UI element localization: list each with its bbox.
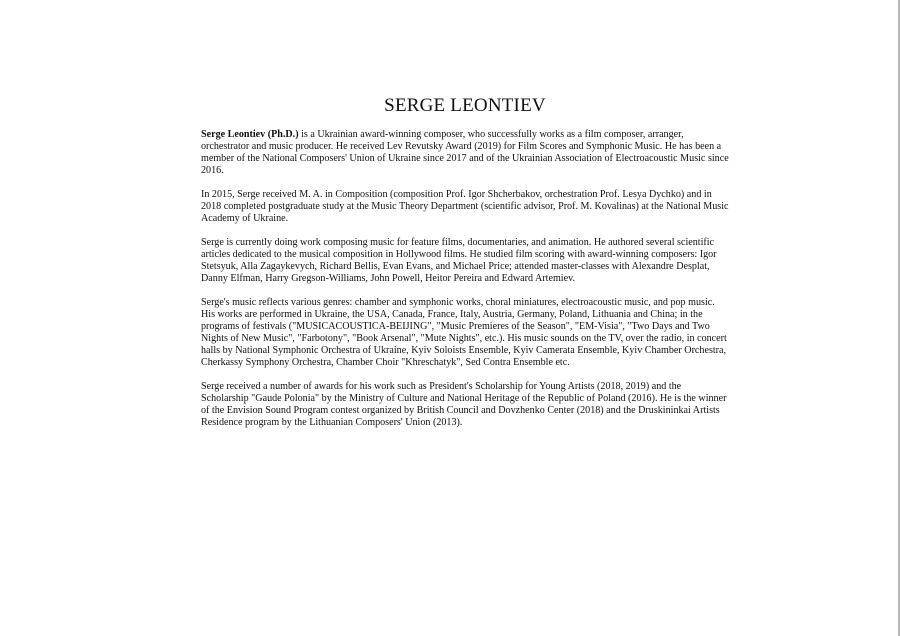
document-title: SERGE LEONTIEV	[384, 95, 546, 116]
paragraph-education: In 2015, Serge received M. A. in Composition (composition Prof. Igor Shcherbakov, orchestration Prof. Lesya Dychko) and in 2018 completed postgraduate study at the Music Theory Department (scientific advisor, Prof. M. Kovalinas) at the National Music Academy of Ukraine.	[201, 189, 729, 224]
paragraph-intro-lead: Serge Leontiev (Ph.D.)	[201, 129, 299, 140]
document-body	[201, 95, 729, 441]
paragraph-awards: Serge received a number of awards for his work such as President's Scholarship for Young Artists (2018, 2019) and the Scholarship "Gaude Polonia" by the Ministry of Culture and National Heritage of the Republic of Poland (2016). He is the winner of the Envision Sound Program contest organized by British Council and Dovzhenko Center (2018) and the Druskininkai Artists Residence program by the Lithuanian Composers' Union (2013).	[201, 380, 727, 428]
paragraph-current-work: Serge is currently doing work composing music for feature films, documentaries, and animation. He authored several scientific articles dedicated to the musical composition in Hollywood films. He studied film scoring with award-winning composers: Igor Stetsyuk, Alla Zagaykevych, Richard Bellis, Evan Evans, and Michael Price; attended master-classes with Alexandre Desplat, Danny Elfman, Harry Gregson-Williams, John Powell, Heitor Pereira and Edward Artemiev.	[201, 237, 717, 284]
paragraph-intro	[201, 129, 729, 177]
paragraph-intro-text: is a Ukrainian award-winning composer, who successfully works as a film composer, arranger, orchestrator and music producer. He received Lev Revutsky Award (2019) for Film Scores and Symphonic Music. He has been a member of the National Composers' Union of Ukraine since 2017 and of the Ukrainian Association of Electroacoustic Music since 2016.	[201, 129, 729, 176]
paragraph-music-genres: Serge's music reflects various genres: chamber and symphonic works, choral miniatures, electroacoustic music, and pop music. His works are performed in Ukraine, the USA, Canada, France, Italy, Austria, Germany, Poland, Lithuania and China; in the programs of festivals ("MUSICACOUSTICA-BEIJING", "Music Premieres of the Season", "EM-Visia", "Two Days and Two Nights of New Music", "Farbotony", "Book Arsenal", "Mute Nights", etc.). His music sounds on the TV, over the radio, in concert halls by National Symphonic Orchestra of Ukraine, Kyiv Soloists Ensemble, Kyiv Camerata Ensemble, Kyiv Chamber Orchestra, Cherkassy Symphony Orchestra, Chamber Choir "Khreschatyk", Sed Contra Ensemble etc.	[201, 297, 727, 368]
